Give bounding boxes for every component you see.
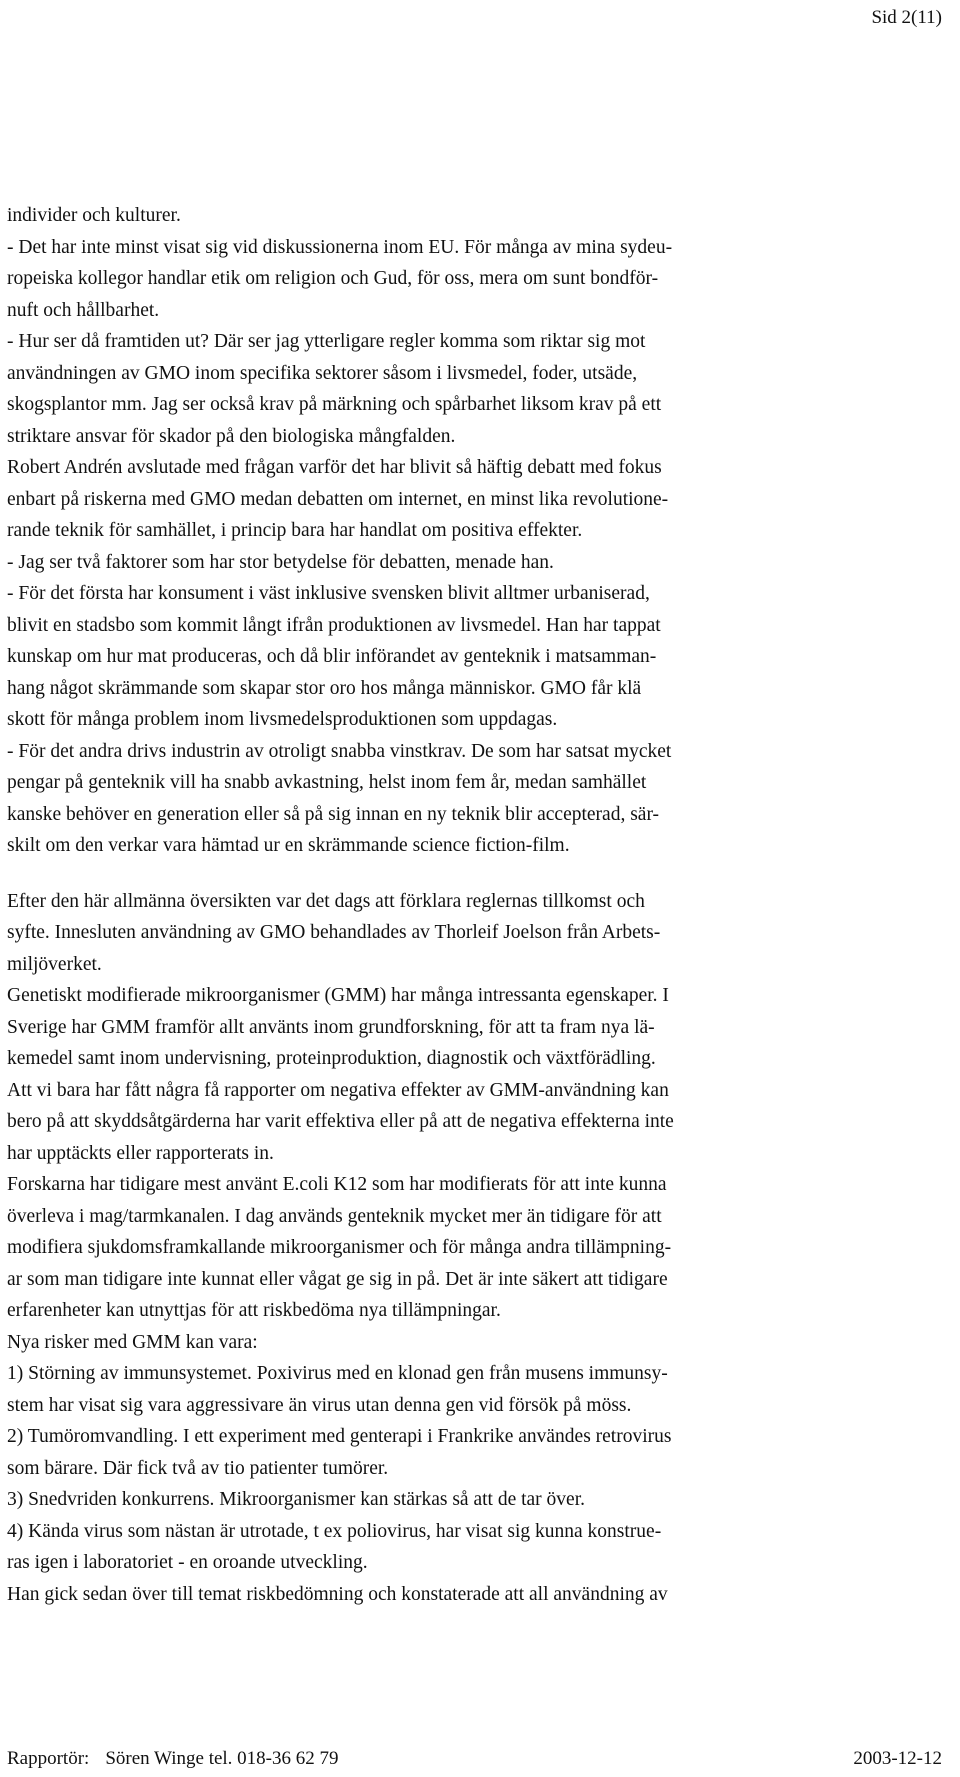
text-line: erfarenheter kan utnyttjas för att riskbedöma nya tillämpningar.	[7, 1300, 501, 1321]
text-line: skogsplantor mm. Jag ser också krav på märkning och spårbarhet liksom krav på ett	[7, 394, 662, 415]
page-number: Sid 2(11)	[871, 7, 942, 28]
text-line: pengar på genteknik vill ha snabb avkastning, helst inom fem år, medan samhället	[7, 772, 647, 793]
text-line: Sverige har GMM framför allt använts inom grundforskning, för att ta fram nya lä-	[7, 1016, 655, 1038]
text-line: - För det andra drivs industrin av otroligt snabba vinstkrav. De som har satsat mycket	[7, 740, 672, 762]
text-line: Robert Andrén avslutade med frågan varför det har blivit så häftig debatt med fokus	[7, 457, 662, 478]
text-line: användningen av GMO inom specifika sektorer såsom i livsmedel, foder, utsäde,	[7, 362, 638, 384]
text-line: blivit en stadsbo som kommit långt ifrån produktionen av livsmedel. Han har tappat	[7, 614, 661, 636]
footer-reporter	[7, 1746, 339, 1772]
text-line: - För det första har konsument i väst inklusive svensken blivit alltmer urbaniserad,	[7, 583, 650, 604]
text-line: enbart på riskerna med GMO medan debatten om internet, en minst lika revolutione-	[7, 488, 669, 510]
text-line: kanske behöver en generation eller så på sig innan en ny teknik blir accepterad, sär-	[7, 803, 660, 825]
text-line: skott för många problem inom livsmedelsproduktionen som uppdagas.	[7, 709, 558, 730]
text-line: - Det har inte minst visat sig vid diskussionerna inom EU. För många av mina sydeu-	[7, 236, 673, 258]
text-line: kemedel samt inom undervisning, proteinproduktion, diagnostik och växtförädling.	[7, 1048, 656, 1069]
text-line: syfte. Innesluten användning av GMO behandlades av Thorleif Joelson från Arbets-	[7, 922, 661, 943]
text-line: individer och kulturer.	[7, 205, 181, 226]
text-line: modifiera sjukdomsframkallande mikroorganismer och för många andra tillämpning-	[7, 1237, 672, 1258]
section-2	[7, 886, 952, 1611]
text-line: Genetiskt modifierade mikroorganismer (GMM) har många intressanta egenskaper. I	[7, 985, 669, 1006]
text-line: överleva i mag/tarmkanalen. I dag används genteknik mycket mer än tidigare för att	[7, 1205, 662, 1227]
text-line: ar som man tidigare inte kunnat eller vågat ge sig in på. Det är inte säkert att tidigare	[7, 1268, 668, 1290]
page-footer	[7, 1746, 942, 1772]
document-body	[7, 200, 952, 1610]
footer-date: 2003-12-12	[853, 1748, 942, 1769]
section-1	[7, 200, 952, 862]
reporter-name-phone: Sören Winge tel. 018-36 62 79	[105, 1748, 339, 1769]
text-line: Nya risker med GMM kan vara:	[7, 1331, 258, 1353]
text-line: hang något skrämmande som skapar stor oro hos många människor. GMO får klä	[7, 677, 642, 699]
text-line: 3) Snedvriden konkurrens. Mikroorganismer kan stärkas så att de tar över.	[7, 1489, 585, 1510]
text-line: har upptäckts eller rapporterats in.	[7, 1142, 274, 1164]
text-line: ras igen i laboratoriet - en oroande utveckling.	[7, 1552, 368, 1573]
text-line: striktare ansvar för skador på den biologiska mångfalden.	[7, 425, 456, 447]
text-line: bero på att skyddsåtgärderna har varit effektiva eller på att de negativa effekterna inte	[7, 1111, 674, 1132]
text-line: 4) Kända virus som nästan är utrotade, t ex poliovirus, har visat sig kunna konstrue-	[7, 1520, 662, 1542]
reporter-label: Rapportör:	[7, 1748, 90, 1769]
text-line: 1) Störning av immunsystemet. Poxivirus med en klonad gen från musens immunsy-	[7, 1363, 668, 1384]
text-line: Efter den här allmänna översikten var det dags att förklara reglernas tillkomst och	[7, 890, 645, 912]
text-line: 2) Tumöromvandling. I ett experiment med genterapi i Frankrike användes retrovirus	[7, 1426, 672, 1447]
text-line: stem har visat sig vara aggressivare än virus utan denna gen vid försök på möss.	[7, 1394, 632, 1416]
text-line: ropeiska kollegor handlar etik om religion och Gud, för oss, mera om sunt bondför-	[7, 268, 659, 289]
text-line: - Hur ser då framtiden ut? Där ser jag ytterligare regler komma som riktar sig mot	[7, 331, 646, 352]
text-line: Att vi bara har fått några få rapporter om negativa effekter av GMM-användning kan	[7, 1079, 669, 1101]
text-line: miljöverket.	[7, 953, 102, 975]
text-line: nuft och hållbarhet.	[7, 299, 160, 321]
text-line: kunskap om hur mat produceras, och då blir införandet av genteknik i matsamman-	[7, 646, 657, 667]
text-line: rande teknik för samhället, i princip bara har handlat om positiva effekter.	[7, 520, 583, 541]
text-line: - Jag ser två faktorer som har stor betydelse för debatten, menade han.	[7, 551, 554, 573]
paragraph-gap	[7, 862, 952, 886]
text-line: skilt om den verkar vara hämtad ur en skrämmande science fiction-film.	[7, 835, 570, 856]
text-line: Han gick sedan över till temat riskbedömning och konstaterade att all användning av	[7, 1583, 668, 1605]
text-line: Forskarna har tidigare mest använt E.coli K12 som har modifierats för att inte kunna	[7, 1174, 667, 1195]
text-line: som bärare. Där fick två av tio patienter tumörer.	[7, 1457, 389, 1479]
